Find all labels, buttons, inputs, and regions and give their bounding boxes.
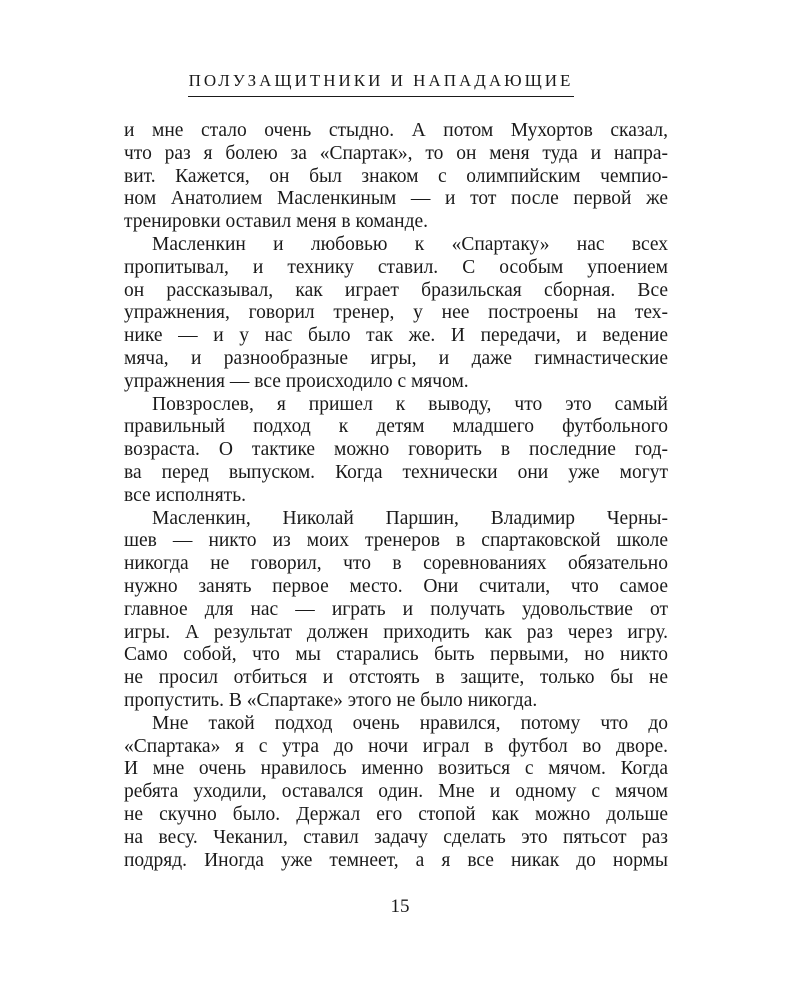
text-line: нужно занять первое место. Они считали, что самое	[124, 575, 668, 597]
text-line: пропустить. В «Спартаке» этого не было никогда.	[124, 689, 538, 711]
text-line: тренировки оставил меня в команде.	[124, 211, 429, 233]
text-line: не скучно было. Держал его стопой как можно дольше	[124, 803, 668, 825]
body-text	[124, 120, 668, 872]
text-line: Само собой, что мы старались быть первыми, но никто	[124, 644, 668, 666]
text-line: все исполнять.	[124, 484, 246, 506]
text-line: он рассказывал, как играет бразильская сборная. Все	[124, 279, 668, 301]
text-line: и мне стало очень стыдно. А потом Мухортов сказал,	[124, 120, 668, 141]
text-line: ребята уходили, оставался один. Мне и одному с мячом	[124, 781, 668, 803]
text-line: ном Анатолием Масленкиным — и тот после первой же	[124, 188, 668, 210]
text-line: Повзрослев, я пришел к выводу, что это самый	[152, 393, 668, 415]
text-line: нике — и у нас было так же. И передачи, и ведение	[124, 325, 668, 347]
page-number: 15	[390, 896, 410, 917]
text-line: возраста. О тактике можно говорить в последние год-	[124, 439, 668, 461]
text-line: упражнения, говорил тренер, у нее построены на тех-	[124, 302, 668, 324]
text-line: никогда не говорил, что в соревнованиях обязательно	[124, 553, 668, 575]
text-line: мяча, и разнообразные игры, и даже гимнастические	[124, 347, 668, 369]
text-line: главное для нас — играть и получать удовольствие от	[124, 598, 668, 620]
text-line: «Спартака» я с утра до ночи играл в футбол во дворе.	[124, 735, 668, 757]
text-line: игры. А результат должен приходить как раз через игру.	[124, 621, 668, 643]
text-line: шев — никто из моих тренеров в спартаковской школе	[124, 530, 668, 552]
text-line: упражнения — все происходило с мячом.	[124, 370, 469, 392]
text-line: Масленкин и любовью к «Спартаку» нас всех	[152, 233, 668, 255]
text-line: на весу. Чеканил, ставил задачу сделать это пятьсот раз	[124, 826, 668, 848]
text-line: пропитывал, и технику ставил. С особым упоением	[124, 256, 668, 278]
text-line: Масленкин, Николай Паршин, Владимир Черны-	[152, 507, 668, 529]
text-line: вит. Кажется, он был знаком с олимпийским чемпио-	[124, 165, 668, 187]
running-head-rule	[188, 96, 574, 97]
text-line: ва перед выпуском. Когда технически они уже могут	[124, 461, 668, 483]
text-line: правильный подход к детям младшего футбольного	[124, 416, 668, 438]
text-line: что раз я болею за «Спартак», то он меня туда и напра-	[124, 142, 668, 164]
text-line: подряд. Иногда уже темнеет, а я все никак до нормы	[124, 849, 668, 871]
text-line: не просил отбиться и отстоять в защите, только бы не	[124, 667, 668, 689]
text-line: И мне очень нравилось именно возиться с мячом. Когда	[124, 758, 668, 780]
text-line: Мне такой подход очень нравился, потому что до	[152, 712, 668, 734]
running-head: ПОЛУЗАЩИТНИКИ И НАПАДАЮЩИЕ	[188, 71, 574, 90]
